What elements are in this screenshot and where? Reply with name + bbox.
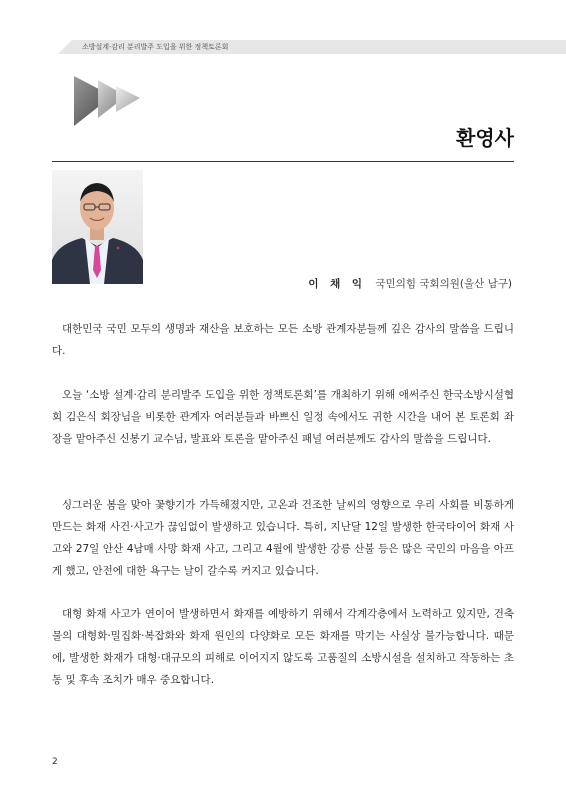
portrait-photo	[52, 170, 143, 284]
author-name: 이 채 익	[308, 278, 367, 290]
page-number: 2	[52, 757, 58, 767]
title-rule	[52, 161, 514, 162]
page-title: 환영사	[456, 126, 514, 150]
paragraph-2: 오늘 ‘소방 설계·감리 분리발주 도입을 위한 정책토론회’를 개최하기 위해 애써주신 한국소방시설협회 김은식 회장님을 비롯한 관계자 여러분들과 바쁘신 일정 속에서도 귀한 시간을 내어 본 토론회 좌장을 맡아주신 신봉기 교수님, 발표와 토론을 맡아주신 패널 여러분께도 감사의 말씀을 드립니다.	[52, 389, 514, 445]
signature	[308, 276, 512, 291]
paragraph-1: 대한민국 국민 모두의 생명과 재산을 보호하는 모든 소방 관계자분들께 깊은 감사의 말씀을 드립니다.	[52, 323, 514, 357]
paragraph-3: 싱그러운 봄을 맞아 꽃향기가 가득해졌지만, 고온과 건조한 날씨의 영향으로 우리 사회를 비통하게 만드는 화재 사건·사고가 끊임없이 발생하고 있습니다. 특히, 지난달 12일 발생한 한국타이어 화재 사고와 27일 안산 4남매 사망 화재 사고, 그리고 4월에 발생한 강릉 산불 등은 많은 국민의 마음을 아프게 했고, 안전에 대한 욕구는 날이 갈수록 커지고 있습니다.	[52, 499, 514, 577]
header-notch	[58, 40, 72, 54]
running-title: 소방설계·감리 분리발주 도입을 위한 정책토론회	[82, 43, 229, 51]
paragraph-4: 대형 화재 사고가 연이어 발생하면서 화재를 예방하기 위해서 각계각층에서 노력하고 있지만, 건축물의 대형화·밀집화·복잡화와 화재 원인의 다양화로 모든 화재를 막기는 사실상 불가능합니다. 때문에, 발생한 화재가 대형·대규모의 피해로 이어지지 않도록 고품질의 소방시설을 설치하고 작동하는 초동 및 후속 조치가 매우 중요합니다.	[52, 608, 514, 686]
triangle-arrows-icon	[72, 74, 144, 128]
author-affiliation: 국민의힘 국회의원(울산 남구)	[375, 278, 512, 290]
